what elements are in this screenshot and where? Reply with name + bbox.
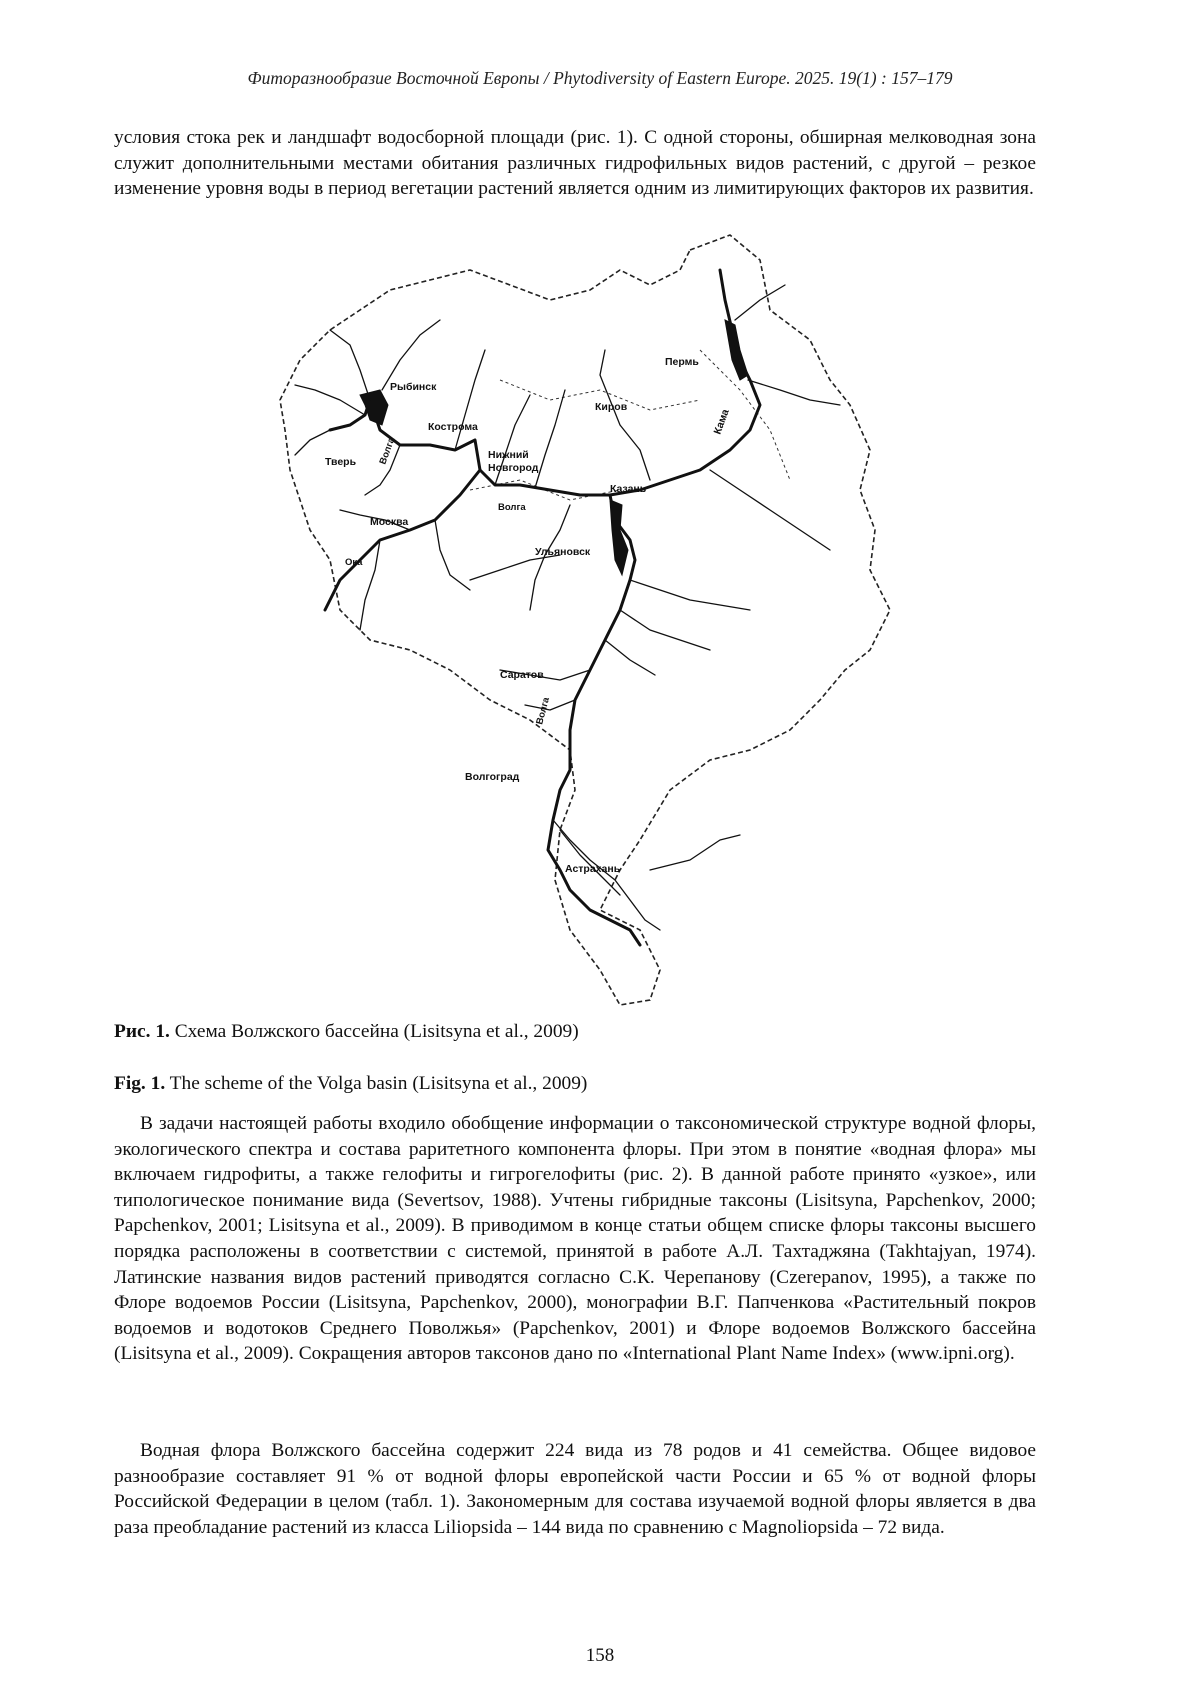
oka-river [325,470,480,610]
samara-river [630,580,750,610]
label-astrakhan: Астрахань [565,863,621,875]
tributary [435,520,470,590]
vyatka-river [600,350,650,480]
paragraph-objectives: В задачи настоящей работы входило обобщение информации о таксономической структуре водной флоры, экологического спектра и состава раритетного компонента флоры. При этом в понятие «водная флора» мы включаем гидрофиты, а также гелофиты и гигрогелофиты (рис. 2). В данной работе принято «узкое», или типологическое понимание вида (Severtsov, 1988). Учтены гибридные таксоны (Lisitsyna, Papchenkov, 2000; Papchenkov, 2001; Lisitsyna et al., 2009). В приводимом в конце статьи общем списке флоры таксоны высшего порядка расположены в соответствии с системой, принятой в работе А.Л. Тахтаджяна (Takhtajyan, 1974). Латинские названия видов растений приводятся согласно С.К. Черепанову (Czerepanov, 1995), а также по Флоре водоемов России (Lisitsyna, Papchenkov, 2000), монографии В.Г. Папченкова «Растительный покров водоемов и водотоков Среднего Поволжья» (Papchenkov, 2001) и Флоре водоемов Волжского бассейна (Lisitsyna et al., 2009). Сокращения авторов таксонов дано по «International Plant Name Index» (www.ipni.org). [114,1113,1036,1365]
label-kostroma: Кострома [428,421,478,433]
label-volga-lower: Волга [534,696,553,726]
paragraph-intro: условия стока рек и ландшафт водосборной площади (рис. 1). С одной стороны, обширная мелководная зона служит дополнительными местами обитания различных гидрофильных видов растений, с другой – резкое изменение уровня воды в период вегетации растений является одним из лимитирующих факторов их развития. [114,127,1036,200]
caption-en-label: Fig. 1. [114,1073,166,1094]
paragraph-flora-summary: Водная флора Волжского бассейна содержит 224 вида из 78 родов и 41 семейства. Общее видовое разнообразие составляет 91 % от водной флоры европейской части России и 65 % от водной флоры Российской Федерации в целом (табл. 1). Закономерным для состава изучаемой водной флоры является в два раза преобладание растений из класса Liliopsida – 144 вида по сравнению с Magnoliopsida – 72 вида. [114,1440,1036,1538]
tributary [605,640,655,675]
label-volga-mid: Волга [498,502,526,513]
chusovaya-river [748,380,840,405]
label-volgograd: Волгоград [465,771,520,783]
rybinsk-reservoir [360,390,388,425]
caption-ru-label: Рис. 1. [114,1021,170,1042]
label-nizhny: Нижний [488,449,529,461]
volga-basin-map [270,230,940,1010]
label-oka: Ока [345,557,363,568]
tributary [295,430,330,455]
vetluga-river [535,390,565,488]
label-rybinsk: Рыбинск [390,381,437,393]
volga-delta-branch [553,820,660,930]
vishera-river [735,285,785,320]
kostroma-river [455,350,485,450]
label-perm: Пермь [665,356,699,368]
running-header: Фиторазнообразие Восточной Европы / Phytodiversity of Eastern Europe. 2025. 19(1) : 157–179 [247,68,953,88]
label-novgorod: Новгород [488,462,539,474]
tributary [330,330,370,400]
caption-ru-text: Схема Волжского бассейна (Lisitsyna et al., 2009) [169,1021,579,1042]
label-saratov: Саратов [500,669,544,681]
basin-border [280,235,890,1005]
caption-en-text: The scheme of the Volga basin (Lisitsyna et al., 2009) [165,1073,588,1094]
figure-caption-ru [114,1020,579,1044]
tributary [620,610,710,650]
figure-caption-en [114,1072,587,1096]
page-number: 158 [585,1645,615,1666]
tributary [360,540,380,630]
tributary [470,555,560,580]
label-kama: Кама [711,407,732,437]
label-moscow: Москва [370,516,409,528]
label-tver: Тверь [325,456,357,468]
label-kirov: Киров [595,401,628,413]
label-volga-upper: Волга [377,436,398,467]
belaya-river [710,470,830,550]
map-svg [270,230,940,1010]
tributary [295,385,365,415]
kuibyshev-reservoir [610,500,628,575]
label-kazan: Казань [610,483,647,495]
kama-river [610,270,760,495]
akhtuba-river [650,835,740,870]
label-ulyanovsk: Ульяновск [535,546,591,558]
sheksna-river [382,320,440,390]
